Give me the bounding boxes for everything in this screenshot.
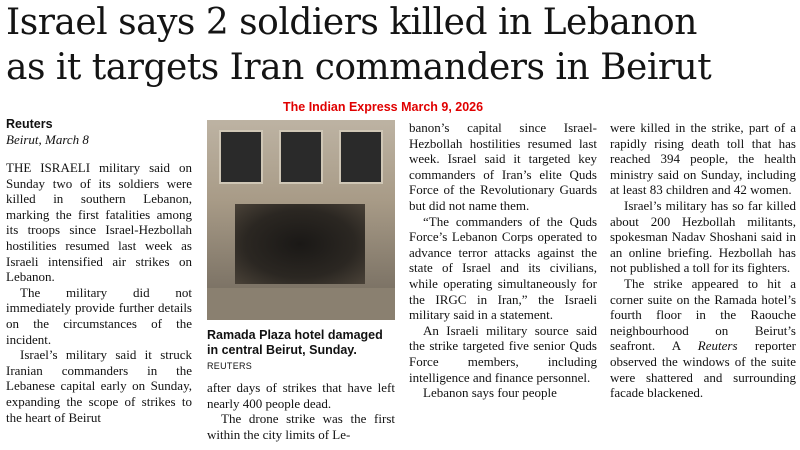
paragraph: The drone strike was the first within the city limits of Le- [207, 411, 395, 442]
paragraph: Israel’s military has so far killed about 200 Hezbollah militants, spokesman Nadav Shoshani said in an online briefing. Hezbollah has not published a toll for its fighters. [610, 197, 796, 276]
photo-window [279, 130, 323, 184]
headline-line-2: as it targets Iran commanders in Beirut [6, 47, 712, 88]
photo-damaged-window [235, 204, 365, 284]
photo-window [339, 130, 383, 184]
paragraph: banon’s capital since Israel-Hezbollah hostilities resumed last week. Israel said it targeted key commanders of Iran’s elite Quds Force of the Revolutionary Guards but did not name them. [409, 120, 597, 213]
photo-caption [207, 328, 395, 374]
paragraph [610, 276, 796, 401]
paragraph: An Israeli military source said the strike targeted five senior Quds Force members, including intelligence and finance personnel. [409, 322, 597, 385]
headline [6, 0, 796, 90]
lead-in: THE ISRAELI [6, 160, 91, 175]
paragraph: Israel’s military said it struck Iranian commanders in the Lebanese capital early on Sunday, expanding the scope of strikes to the heart of Beirut [6, 347, 192, 425]
photo-credit: REUTERS [207, 361, 253, 371]
publication-name: Reuters [697, 338, 738, 354]
byline-agency: Reuters [6, 117, 53, 131]
article-column-3 [409, 120, 597, 401]
paragraph-text: military said on Sunday two of its soldiers were killed in southern Lebanon, marking the first fatalities among its troops since Israel-Hezbollah hostilities resumed last week as Israeli intensified air strikes on Lebanon. [6, 160, 192, 285]
byline-dateline: Beirut, March 8 [6, 132, 89, 147]
article-column-1 [6, 116, 192, 425]
article-column-2 [207, 120, 395, 442]
paragraph: The military did not immediately provide further details on the circumstances of the incident. [6, 284, 192, 347]
article-column-4 [610, 120, 796, 401]
photo-balcony [207, 288, 395, 320]
paragraph [6, 160, 192, 285]
source-line: The Indian Express March 9, 2026 [283, 100, 484, 114]
news-photo [207, 120, 395, 320]
paragraph-text: The strike appeared to hit a corner suite on the Ramada hotel’s fourth floor in the Raouche neighbourhood on Beirut’s seafront. A [610, 275, 796, 354]
caption-text: Ramada Plaza hotel damaged in central Beirut, Sunday. [207, 328, 383, 357]
paragraph: “The commanders of the Quds Force’s Lebanon Corps operated to advance terror attacks against the state of Israel and its civilians, while operating simultaneously for the IRGC in Iran,” the Israeli military said in a statement. [409, 213, 597, 323]
paragraph-text: reporter observed the windows of the suite were shattered and surrounding facade blackened. [610, 338, 797, 401]
paragraph: after days of strikes that have left nearly 400 people dead. [207, 380, 395, 411]
photo-window [219, 130, 263, 184]
paragraph: were killed in the strike, part of a rapidly rising death toll that has reached 394 people, the health ministry said on Sunday, including at least 83 children and 42 women. [610, 120, 796, 198]
paragraph: Lebanon says four people [423, 385, 557, 401]
headline-line-1: Israel says 2 soldiers killed in Lebanon [6, 2, 697, 43]
